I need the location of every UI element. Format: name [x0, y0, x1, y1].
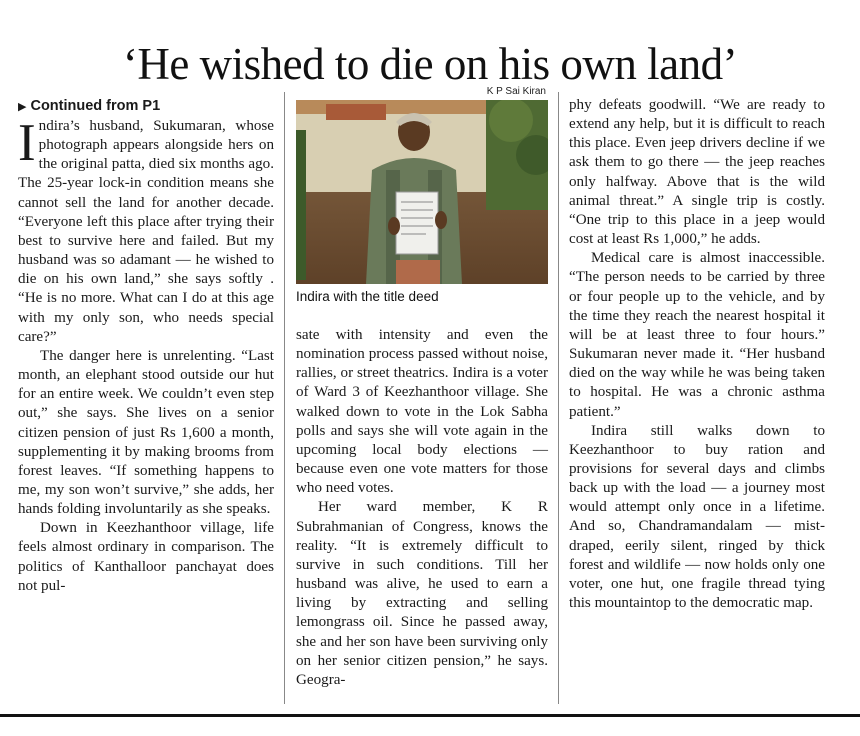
article-paragraph: phy defeats goodwill. “We are ready to extend any help, but it is difficult to reach this place. Even jeep drivers decline if we ask them to go there — the jeep reaches only halfway. Above that is the wild animal threat.” A single trip is costly. “One trip to this place in a jeep would cost at least Rs 1,000,” he adds. [569, 97, 825, 248]
paragraph-text: ndira’s husband, Sukumaran, whose photograph appears alongside hers on the original patta, died six months ago. The 25-year lock-in condition means she cannot sell the land for another decade. “Everyone left this place after trying their best to survive here and failed. But my husband was so adamant — he wished to die on his own land,” she says softly . “He is no more. What can I do at this age with my only son, who needs special care?” [18, 118, 274, 345]
article-paragraph: Indira still walks down to Keezhanthoor to buy ration and provisions for several days and climbs back up with the load — a journey most would attempt only once in a lifetime. And so, Chandramandalam — mist-draped, eerily silent, ringed by thick forest and wildlife — now holds only one voter, one hut, one fragile thread tying this mountaintop to the democratic map. [569, 422, 825, 612]
column-divider [284, 92, 285, 704]
photo-caption: Indira with the title deed [296, 289, 439, 304]
drop-cap: I [18, 114, 36, 172]
headline: ‘He wished to die on his own land’ [122, 39, 738, 90]
triangle-right-icon: ▶ [18, 101, 27, 113]
photo-credit: K P Sai Kiran [486, 86, 546, 97]
article-paragraph [18, 114, 274, 347]
column-divider [558, 92, 559, 704]
article-paragraph: Her ward member, K R Subrahmanian of Congress, knows the reality. “It is extremely difficult to survive in such conditions. Till her husband was alive, he used to earn a living by extracting and selling lemongrass oil. Since he passed away, she and her son have been surviving only on her senior citizen pension,” he says. Geogra- [296, 499, 548, 688]
article-photo [296, 100, 548, 284]
article-paragraph: Down in Keezhanthoor village, life feels almost ordinary in comparison. The politics of Kanthalloor panchayat does not pul- [18, 520, 274, 594]
photo-illustration [296, 100, 548, 284]
continued-label [18, 96, 274, 117]
column-3 [569, 96, 825, 613]
article-paragraph: sate with intensity and even the nomination process passed without noise, rallies, or street theatrics. Indira is a voter of Ward 3 of Keezhanthoor village. She walked down to vote in the Lok Sabha polls and says she will vote again in the upcoming local body elections — because even one vote matters for those who need votes. [296, 327, 548, 497]
article-paragraph: The danger here is unrelenting. “Last month, an elephant stood outside our hut for an entire week. We couldn’t even step out,” she says. She lives on a senior citizen pension of just Rs 1,600 a month, supplementing it by making brooms from forest leaves. “If something happens to me, my son won’t survive,” she adds, her hands folding involuntarily as she speaks. [18, 347, 274, 518]
article-paragraph: Medical care is almost inaccessible. “The person needs to be carried by three or four people up to the vehicle, and by the time they reach the nearest hospital it will be at least three to four hours.” Sukumaran never made it. “Her husband died on the way while he was being taken to hospital. He was a chronic asthma patient.” [569, 250, 825, 420]
bottom-rule [0, 714, 860, 717]
column-1 [18, 96, 274, 596]
continued-text: Continued from P1 [30, 98, 161, 114]
column-2 [296, 326, 548, 690]
